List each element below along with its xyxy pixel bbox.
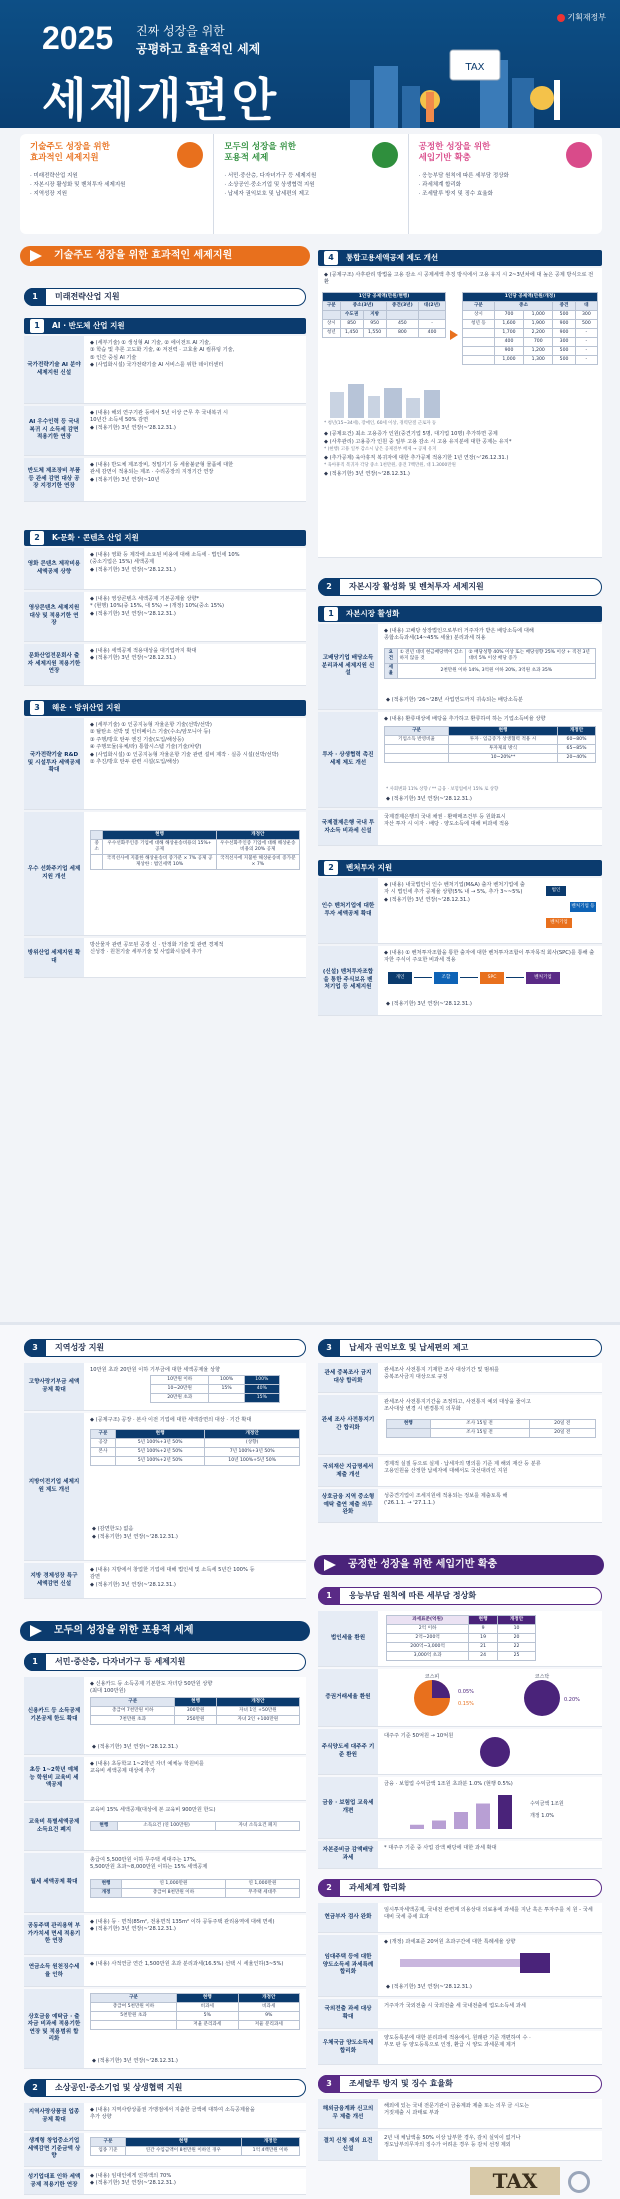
arrow-right-icon [450,330,458,340]
row-apartment-management [24,1915,306,1955]
investment-period: ◆ (적용기한) 3년 연장(~'28.12.31.) [386,796,472,802]
shareholder-badge-icon [480,1737,510,1767]
education-tax-bars [400,1791,590,1835]
svg-text:0.05%: 0.05% [458,1689,474,1695]
row-culture-company [24,644,306,686]
row-label: 국제결제은행 국내 투자소득 비과세 신설 [318,810,378,845]
row-overseas-assets [318,1457,602,1487]
summary-item: · 자본시장 활성화 및 벤처투자 세제지원 [30,182,126,188]
header-year: 2025 [42,20,114,56]
row-content: ◆ (내용) 임대인에게 인하액의 70% ◆ (적용기한) 3년 연장(~'28.12.31.) [90,2173,176,2187]
employment-table-current: 1인당 공제액(만원/현행) 구분 중소(3년) 중견(3년) 대(2년) 수도권 지방 상시 850 950 450 - 청년 1,450 1,550 800 400 [322,292,446,338]
relocation-table: 구분 현행 개정안 공장 5년 100%+3년 50% (상향) 본사 5년 100%+2년 50% 7년 100%+3년 50% 5년 100%+2년 50% 10년 100%+5년 50% [90,1429,300,1466]
investment-table: 구분 현행 개정안 기업소득 반영비율 투자 · 임금증가 상생협력 적용 시 60~80% 투자제외 방식 65~85% 10~20%** 20~40% [384,726,596,763]
tax-blocks-icon: TAX [470,2167,560,2195]
row-ai-tax-credit [24,336,306,404]
row-label: 생계형 창업중소기업 세액감면 기준금액 상향 [24,2133,84,2166]
arrow-icon [30,250,42,262]
row-content: ◆ (내용) 지역사랑상품권 가맹점에서 지출한 금액에 대하여 소득공제율을 추가 상향 [90,2107,255,2121]
row-label: 지역사랑상품권 업종 공제 확대 [24,2103,84,2130]
row-local-voucher [24,2103,306,2131]
audit-notice-table: 현행 조사 15일 전 20일 전 조사 15일 전 20일 전 [386,1419,596,1438]
subsection-tax-evasion: 3 조세탈루 방지 및 징수 효율화 [318,2075,602,2093]
row-label: AI 우수인력 등 국내복귀 시 소득세 감면 적용기한 연장 [24,406,84,455]
header-tagline-2: 공평하고 효율적인 세제 [136,42,261,56]
summary-item: · 서민·중산층, 다자녀가구 등 세제지원 [224,173,317,179]
summary-item: · 응능부담 원칙에 따른 세부담 정상화 [418,173,509,179]
education-tax-bar [476,1804,490,1830]
row-content: 성중견기업이 조세지원에 적용되는 정보를 제출토록 해 ('26.1.1. → '27.1.1.) [384,1493,508,1507]
percent-icon [568,2171,590,2193]
row-label: 공동주택 관리용역 부가가치세 면세 적용기한 연장 [24,1915,84,1954]
row-content: 관세조사 사전통지 기재한 조사 대상기간 및 범위를 중복조사금지 대상으로 규정 [384,1367,500,1381]
row-label: 영화 콘텐츠 제작비용 세액공제 상향 [24,548,84,589]
summary-box-3-title: 공정한 성장을 위한 세입기반 확충 [418,142,491,163]
row-content: 총급여 5,500만원 이하 무주택 세대주는 17%, 5,500만원 초과~8,000만원 이하는 15% 세액공제 [90,1857,208,1871]
row-cash-check [318,1903,602,1933]
dividend-period: ◆ (적용기한) '26~'28년 사업연도까지 귀속되는 배당소득분 [386,697,523,703]
row-content: ◆ (개정) 과세표준 20억원 초과구간에 대한 특례세율 상향 [384,1939,516,1945]
row-label: 신용카드 등 소득공제 기본공제 한도 확대 [24,1677,84,1754]
row-label: 국가전략기술 R&D 및 시설투자 세액공제 확대 [24,718,84,809]
bar-shipping-defense: 3 해운 · 방위산업 지원 [24,700,306,716]
row-label: 성기업대표 인하 세액공제 적용기한 연장 [24,2169,84,2194]
row-label: (신설) 벤처투자조합을 통한 주식보유 벤처기업 등 세제지원 [318,946,378,1015]
row-postal-deposit [318,2031,602,2065]
row-capital-reserve-dividend [318,1841,602,1869]
row-content: 해외에 있는 국내 전문기관이 금융계좌 제출 또는 의무 금 시도는 거짓제출 시 과태료 부과 [384,2103,530,2117]
row-content: 국제결제은행의 국내 채권 · 환매매조건부 등 원화표시 자산 투자 시 이자 · 배당 · 양도소득에 대해 비과세 적용 [384,814,510,828]
kosdaq-pie-icon [524,1680,560,1716]
row-content: ◆ (내용) 영화 등 제작에 소요된 비용에 대해 소득세 · 법인세 10% (중소기업은 15%) 세액공제 ◆ (적용기한) 3년 연장(~'28.12.31.) [90,552,240,573]
row-content: 방산물자 관련 공모된 공장 신 · 안정화 기술 및 관련 경제적 신성장 · 원천기술 세부기술 및 사업화시설에 추가 [90,942,224,956]
bar-ai-semiconductor: 1 AI · 반도체 산업 지원 [24,318,306,334]
subsection-small-business: 2 소상공인·중소기업 및 상생협력 지원 [24,2079,306,2097]
city-skyline-icon [326,378,446,418]
row-label: 지방 경제성장 특구 세액감면 신설 [24,1563,84,1598]
header-banner [0,0,620,128]
bar-k-culture: 2 K-문화 · 콘텐츠 산업 지원 [24,530,306,546]
row-content: ◆ (내용) 고배당 상장법인으로부터 거주자가 받은 배당소득에 대해 종합소득과세(14~45% 세율) 분리과세 허용 [384,628,534,642]
row-label: 법인세율 환원 [318,1611,378,1666]
row-label: 연금소득 원천징수세율 인하 [24,1957,84,1986]
row-rent-reduction-credit [24,2169,306,2195]
rental-rate-bar [400,1951,550,1975]
header-tagline-1: 진짜 성장을 위한 [136,24,225,38]
row-label: 초등 1~2학년 예체능 학원비 교육비 세액공제 [24,1757,84,1800]
svg-text:0.20%: 0.20% [564,1697,580,1703]
money-bag-icon [566,142,592,168]
bar-capital-market: 1 자본시장 활성화 [318,606,602,622]
row-content: ◆ (내용) 환류대상에 배당을 추가하고 환류하여 하는 기업소득비율 상향 [384,716,546,722]
row-content: 2년 내 체납액을 50% 이상 납부한 경우, 감치 실익이 없거나 정도납부의무자의 징수가 어려운 경우 등 감치 선정 제외 [384,2135,521,2149]
row-content: * 대주주 기준 중 사업 감액 배당에 대한 과세 확대 [384,1845,497,1851]
svg-text:TAX: TAX [465,62,485,73]
row-label: 자본준비금 감액배당 과세 [318,1841,378,1868]
bar-venture-investment: 2 벤처투자 지원 [318,860,602,876]
dividend-table: 요건 ① 전년 대비 현금배당액이 감소하지 않을 것 ② 배당성향 40% 이상 또는 배당성향 25% 이상 + 직전 3년 대비 5% 이상 배당 증가 세율 2천만원 이하 14%, 3억원 이하 20%, 3억원 초과 35% [384,648,596,679]
summary-box-1-title: 기술주도 성장을 위한 효과적인 세제지원 [30,142,110,163]
row-content: 교육비 15% 세액공제(대상에 본 교육비 900만원 한도) [90,1807,216,1813]
subsection-taxpayer-rights: 3 납세자 권익보호 및 납세편의 제고 [318,1339,602,1357]
row-content: 임시투자세액공제, 국내전 관련계 의용상대 의료용에 과세를 지난 혹은 투자주를 치 원 - 국세 대비 국세 증세 효과 [384,1907,593,1921]
section-title-tech-growth: 기술주도 성장을 위한 효과적인 세제지원 [20,246,310,266]
summary-box-3 [409,134,602,234]
row-label: 지방이전기업 세제지원 제도 개선 [24,1413,84,1560]
summary-item: · 소상공인·중소기업 및 상생협력 지원 [224,182,315,188]
summary-box-2-title: 모두의 성장을 위한 포용적 세제 [224,142,296,163]
subsection-middle-class: 1 서민·중산층, 다자녀가구 등 세제지원 [24,1653,306,1671]
row-label: 증권거래세율 환원 [318,1669,378,1726]
row-duplicate-audit [318,1363,602,1393]
mutual-finance-table: 구분 현행 개정안 총급여 5천만원 이하 비과세 비과세 5천만원 초과 5% 9% 저율 분리과세 저율 분리과세 [90,1993,300,2030]
ministry-emblem-icon [557,14,565,22]
row-content: ◆ (내용) 해외 연구기관 등에서 5년 이상 근무 후 국내복귀 시 10년간 소득세 50% 감면 ◆ (적용기한) 3년 연장(~'28.12.31.) [90,410,229,431]
credit-card-table: 구분 현행 개정안 총급여 7천만원 이하 300만원 자녀 1인 +50만원 7천만원 초과 250만원 자녀 2인 +100만원 [90,1697,300,1725]
summary-item: · 미래전략산업 지원 [30,173,78,179]
row-content: ◆ (내용) 등 · 면적(85m², 전용면적 135m² 이하 공동주택 관리용역에 대해 면세) ◆ (적용기한) 3년 연장(~'28.12.31.) [90,1919,275,1933]
credit-card-period: ◆ (적용기한) 3년 연장(~'28.12.31.) [92,1744,178,1750]
row-content: ◆ (내용) 내국법인이 인수 벤처기업(M&A) 출자 벤처기업에 출자 시 법인세 추가 공제율 상향(5% 내 → 5%, 추가 3~~5%) ◆ (적용기한) 3년 연장(~'28.12.31.) [384,882,525,903]
row-label: 방위산업 세제지원 확대 [24,938,84,977]
ministry-logo: 기획재정부 [557,12,606,23]
svg-text:코스닥: 코스닥 [534,1674,550,1680]
row-content: ◆ (내용) 세액공제 적용대상을 대기업까지 확대 ◆ (적용기한) 3년 연장(~'28.12.31.) [90,648,197,662]
row-label: 상호금융 예탁금 · 출자금 비과세 적용기한 연장 및 적용범위 합리화 [24,1989,84,2068]
summary-item: · 조세탈루 방지 및 징수 효율화 [418,191,493,197]
education-tax-bar [454,1812,468,1829]
bar-employment-credit: 4 통합고용세액공제 제도 개선 [318,250,602,266]
row-content: ◆ (내용) 초등학교 1~2학년 자녀 예체능 학원비를 교육비 세액공제 대상에 추가 [90,1761,205,1775]
row-content: ◆ (내용) ① 벤처투자조합을 통한 출자에 대한 벤처투자조합이 투자목적 회사(SPC)를 통해 출자한 주식이 주요한 비과세 적용 [384,950,595,964]
row-label: 우체국금 양도소득세 합리화 [318,2031,378,2064]
subsection-tax-system: 2 과세체계 합리화 [318,1879,602,1897]
venture-diagram-2: 개인 조합 SPC 벤처기업 [388,972,588,986]
row-content: 관세조사 사전통지기간을 조정하고, 사전통지 예외 대상을 줄이고 조사대상 변경 시 변경통지 의무화 [384,1399,531,1413]
row-label: 고향사랑기부금 세액공제 확대 [24,1363,84,1410]
row-content: 경제적 실질 등으로 실제 · 납세자의 명의를 기준 제 해외 재산 등 분류 고용인원을 산정한 납세자에 대해서도 국선대리인 지원 [384,1461,541,1475]
employment-footnote: * 청년(15~34세), 장애인, 60세 이상, 경력단절 근로자 등 [324,421,437,426]
row-label: 교육비 특별세액공제 소득요건 폐지 [24,1803,84,1850]
row-label: 국가전략기술 AI 분야 세제지원 신설 [24,336,84,403]
section-title-revenue-base: 공정한 성장을 위한 세입기반 확충 [314,1555,604,1575]
venture-fund-period: ◆ (적용기한) 3년 연장(~'28.12.31.) [386,1001,472,1007]
svg-text:코스피: 코스피 [424,1674,440,1680]
row-label: 투자 · 상생협력 촉진세제 제도 개선 [318,712,378,807]
row-label: 주식양도세 대주주 기준 환원 [318,1729,378,1774]
education-tax-bar [498,1795,512,1829]
education-tax-bar [432,1821,446,1830]
row-label: 상호금융 지역 중소형예탁 출연 제출 의무 완화 [318,1489,378,1522]
row-label: 영상콘텐츠 세제지원 대상 및 적용기한 연장 [24,592,84,641]
person-icon [372,142,398,168]
education-table: 현행 소득요건 (연 100만원) 자녀 소득요건 폐지 [90,1821,300,1831]
summary-panel [20,134,602,234]
subsection-capital-market: 2 자본시장 활성화 및 벤처투자 세제지원 [318,578,602,596]
row-mutual-deposit-submission [318,1489,602,1523]
row-elementary-academy [24,1757,306,1801]
securities-tax-pies [392,1673,592,1723]
arrow-icon [324,1559,336,1571]
education-tax-bar-label: 수익금액 1조원 [530,1801,564,1807]
relocation-notes: ◆ (감면한도) 없음 ◆ (적용기한) 3년 연장(~'28.12.31.) [92,1526,178,1540]
row-content: ◆ (내용) 영상콘텐츠 세액공제 기본공제율 상향* * (현행) 10%(중 15%, 대 5%) → (개정) 10%(중소 15%) ◆ (적용기한) 3년 연장(~'28.12.31.) [90,596,225,617]
row-national-strategic-tech [24,718,306,810]
summary-item: · 납세자 권익보호 및 납세편의 제고 [224,191,310,197]
row-video-content [24,592,306,642]
donation-table: 10만원 이하 100% 100% 10~20만원 15% 40% 20만원 초과 15% [150,1375,280,1403]
row-label: 해외금융계좌 신고의무 제출 개선 [318,2099,378,2128]
row-content: 금융 · 보험업 수익금액 1조원 초과분 1.0% (현행 0.5%) [384,1781,513,1787]
row-label: 국외전출 과세 대상 확대 [318,1999,378,2028]
factory-icon [177,142,203,168]
page-bottom [0,1325,620,2199]
row-content: ◆ (내용) 반도체 제조장비, 정밀기기 등 세율불균형 물품에 대한 관세 감면이 적용되는 제조 · 수리공장의 지정기간 연장 ◆ (적용기한) 3년 연장(~10년 [90,462,234,483]
row-label: 결치 신청 제외 요건 신설 [318,2131,378,2160]
row-label: 관세 조사 사전통지기간 합리화 [318,1395,378,1454]
row-overseas-account [318,2099,602,2129]
row-label: 임대주택 등에 대한 양도소득세 과세특례 합리화 [318,1935,378,1996]
row-label: 관세 중복조사 금지 대상 합리화 [318,1363,378,1392]
employment-intro: ◆ (공제구조) 사후관리 방법을 고용 감소 시 공제세액 추징 방식에서 고용 유지 시 2~3년차에 대 높은 공제 방식으로 전환 [324,272,594,286]
row-content: 대주주 기준 50억원 → 10억원 [384,1733,454,1739]
city-illustration-icon [330,30,580,128]
row-content: ◆ (세부기술) ① 인공지능형 자율운항 기술(선박/선박) ② 탈탄소 선박 및 인터페이스 기술(수소/암모니아 등) ③ 주행/방호 탄두 엔진 기술(도입/해상등) ④ 주행모듈(유체/라) 통합시스템 기술(기술/차량) ◆ (사업화시설) ① 인공지능형 자율운항 기술 관련 설비 제작 · 실증 시설(선박/선박) ② 추진/방호 탄두 관련 시설(도입/해상) [90,722,279,766]
rental-period: ◆ (적용기한) 3년 연장(~'28.12.31.) [386,1984,472,1990]
row-label: 금융 · 보험업 교육세 개편 [318,1777,378,1838]
row-emigration-tax [318,1999,602,2029]
row-content: 10만원 초과 20만원 이하 기부금에 대한 세액공제율 상향 [90,1367,220,1373]
row-defense-industry [24,938,306,978]
row-content: ◆ (내용) 지방에서 창업한 기업에 대해 법인세 및 소득세 5년간 100% 등 감면 ◆ (적용기한) 3년 연장(~'28.12.31.) [90,1567,255,1588]
row-ai-talent-return [24,406,306,456]
mutual-finance-period: ◆ (적용기한) 3년 연장(~'28.12.31.) [92,2058,178,2064]
subsection-future-industry: 1 미래전략산업 지원 [24,288,306,306]
row-content: 양도등록분에 대한 분리과세 적용에서, 원래관 기준 개편하여 수 · 부모 판 등 양도등록으로 인정, 환급 시 양도 과세문제 제거 [384,2035,531,2049]
header-title: 세제개편안 [42,73,280,127]
subsection-regional-growth: 3 지역성장 지원 [24,1339,306,1357]
row-content: ◆ (공제구조) 공장 · 본사 이전 기업에 대한 세액감면의 대상 · 기간 확대 [90,1417,252,1423]
row-pension-withholding [24,1957,306,1987]
row-label: 국외재산 지급명세서 제출 개선 [318,1457,378,1486]
investment-footnote: * 사회변화 11% 상향 / ** 금융 · 보험업에서 15% 로 상향 [386,787,499,792]
row-semiconductor-tariff [24,458,306,502]
rent-table: 현행 연 1,000만원 연 1,000만원 개정 총급여 8천만원 이하 무주택 세대주 [90,1879,300,1898]
row-label: 반도체 제조장비 부품 등 관세 감면 대상 공장 지정기한 연장 [24,458,84,501]
row-special-zone [24,1563,306,1599]
summary-box-1 [20,134,214,234]
education-tax-bar [410,1825,424,1829]
row-content: ◆ (세부기술) ① 생성형 AI 기술, ② 에이전트 AI 기술, ③ 학습 및 추론 고도화 기술, ④ 저전력 · 고효율 AI 컴퓨팅 기술, ⑤ 인간 중심 AI 기술 ◆ (사업화시설) 국가전략기술 AI 서비스를 위한 데이터센터 [90,340,235,369]
row-film-credit [24,548,306,590]
row-label: 현금부자 검사 완화 [318,1903,378,1932]
shipper-table: 현행 개정안 중소 우수선화주인증 기업에 대해 해상운송비용의 15%+ 공제 우수선화주인증 기업에 대해 해상운송비용의 20% 공제 국적선사에 지불한 해상운송비 증가분 × 7% 공제 공제상한 : 법인세액 10% 국적선사에 지불한 해상운송비 증가분 × 7% [90,830,300,870]
summary-item: · 과세체계 합리화 [418,182,462,188]
subsection-burden-normalization: 1 응능부담 원칙에 따른 세부담 정상화 [318,1587,602,1605]
row-label: 문화산업전문회사 출자 세제지원 적용기한 연장 [24,644,84,685]
row-major-shareholder [318,1729,602,1775]
row-detention-exclusion [318,2131,602,2161]
row-bis-exemption [318,810,602,846]
education-tax-bar-label: 개정 1.0% [530,1813,554,1819]
row-label: 인수 벤처기업에 대한 투자 세액공제 확대 [318,878,378,943]
row-content: 거주자가 국외전출 시 국외전출 세 국내전출에 업도소득세 과세 [384,2003,526,2009]
summary-box-2 [214,134,408,234]
summary-item: · 지역성장 지원 [30,191,68,197]
corporate-tax-table: 과세표준(억원) 현행 개정안 2억 이하 9 10 2억~200억 19 20 200억~3,000억 21 22 3,000억 초과 24 25 [386,1615,536,1661]
venture-diagram-1: 법인 벤처기업 등 벤처기업 [546,886,596,930]
startup-table: 구분 현행 개정안 업종 기준 연간 수입금액이 8천만원 이하인 경우 1억 4백만원 이하 [90,2137,300,2156]
row-content: ◆ (내용) 사적연금 연간 1,500만원 초과 분리과세(16.5%) 선택 시 세율인하(3~5%) [90,1961,284,1967]
employment-details: ◆ (공제요건) 최소 고용증가 인원(중견기업 5명, 대기업 10명) 추가하면 공제 ◆ (사후관리) 고용증가 인원 중 일부 고용 감소 시 고용 유지분에 대한 공제는 유지* * (현행) 고용 일부 감소시 남은 공제전부 배제 → 공제 유지 ◆ (추가공제) 육아휴직 복귀자에 대한 추가공제 적용기한 1년 연장(~'26.12.31.) * 육아휴직 복귀자 각당 중소 1천만원, 중견 7백만원, 대 1.3000만원 ◆ (적용기한) 3년 연장(~'28.12.31.) [324,431,512,477]
section-title-inclusive: 모두의 성장을 위한 포용적 세제 [20,1621,310,1641]
row-label: 고배당기업 배당소득 분리과세 세제지원 신설 [318,624,378,709]
svg-text:0.15%: 0.15% [458,1701,474,1707]
employment-table-revised: 1인당 공제액(만원/개정) 구분 중소 중견 대 상시 700 1,000 500 300 청년 등 1,600 1,900 900 500 1,700 2,200 900 - 400 700 300 - 900 1,200 500 - 1,000 1,300 500 - [462,292,598,365]
tax-blocks-illustration [470,2163,600,2197]
row-label: 우수 선화주기업 세제지원 개선 [24,812,84,935]
row-label: 월세 세액공제 확대 [24,1853,84,1912]
arrow-icon [30,1625,42,1637]
row-content: ◆ 신용카드 등 소득공제 기본한도 자녀당 50만원 상향 (최대 100만원) [90,1681,213,1695]
